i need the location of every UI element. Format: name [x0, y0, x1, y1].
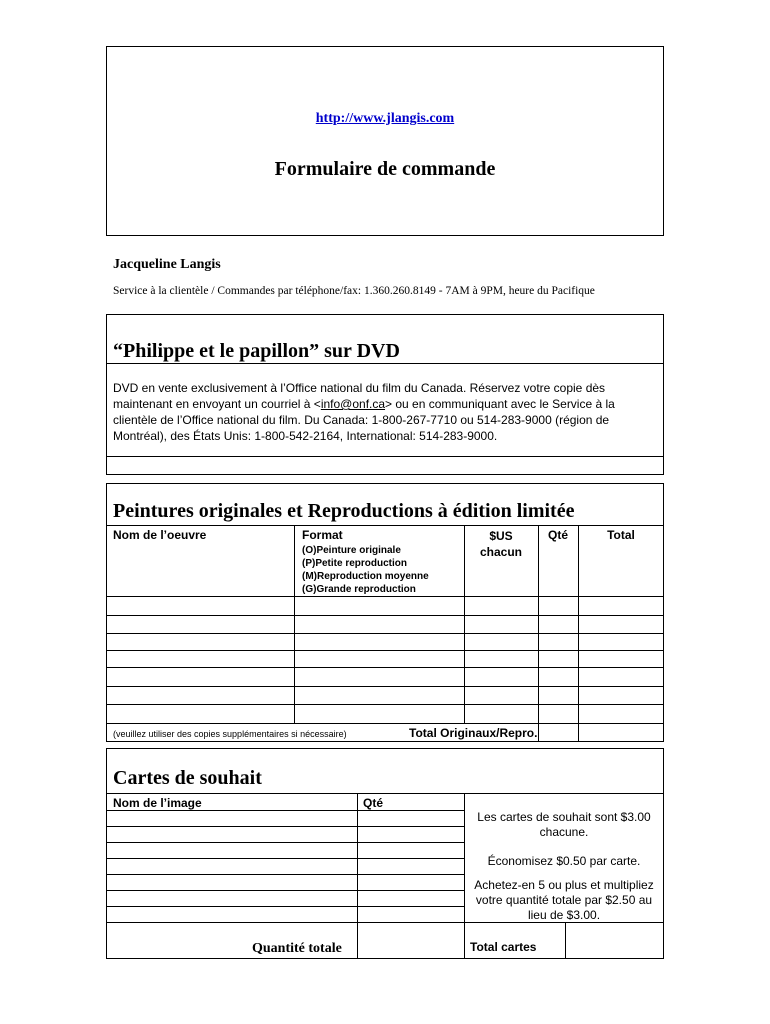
cards-discount-info: Économisez $0.50 par carte. [487, 854, 641, 868]
format-option-medium: (M)Reproduction moyenne [302, 571, 429, 582]
dvd-line-2: maintenant en envoyant un courriel à <info@onf.ca> ou en communiquant avec le Service à la [113, 397, 615, 411]
dvd-line-1: DVD en vente exclusivement à l’Office national du film du Canada. Réservez votre copie dès [113, 381, 606, 395]
cards-qty-total-label: Quantité totale [252, 941, 342, 956]
col-header-qty: Qté [547, 528, 568, 542]
paintings-title: Peintures originales et Reproductions à édition limitée [113, 500, 575, 522]
cards-bulk-info: Achetez-en 5 ou plus et multipliez votre quantité totale par $2.50 au lieu de $3.00. [474, 878, 654, 922]
col-header-format: Format [302, 528, 343, 542]
contact-service: Service à la clientèle / Commandes par téléphone/fax: 1.360.260.8149 - 7AM à 9PM, heure du Pacifique [113, 285, 595, 297]
dvd-line-3: clientèle de l’Office national du film. Du Canada: 1-800-267-7710 ou 514-283-9000 (région de [113, 413, 610, 427]
cards-col-header-qty: Qté [363, 796, 384, 810]
dvd-description [113, 380, 615, 444]
cards-title: Cartes de souhait [113, 767, 262, 789]
col-header-total: Total [607, 528, 635, 542]
cards-total-label: Total cartes [470, 940, 537, 954]
header-box [106, 46, 664, 236]
dvd-line-4: Montréal), des États Unis: 1-800-542-2164, International: 514-283-9000. [113, 429, 498, 443]
format-option-large: (G)Grande reproduction [302, 584, 416, 595]
col-header-name: Nom de l’oeuvre [113, 528, 207, 542]
website-link[interactable]: http://www.jlangis.com [315, 111, 455, 126]
paintings-note: (veuillez utiliser des copies supplémentaires si nécessaire) [113, 729, 347, 739]
email-link[interactable]: info@onf.ca [320, 397, 386, 411]
form-title: Formulaire de commande [274, 158, 496, 180]
format-option-small: (P)Petite reproduction [302, 558, 408, 569]
col-header-price: $US chacun [479, 529, 522, 559]
cards-price-info: Les cartes de souhait sont $3.00 chacune. [477, 810, 651, 839]
format-options [302, 544, 429, 596]
contact-name: Jacqueline Langis [113, 257, 221, 272]
dvd-title: “Philippe et le papillon” sur DVD [113, 340, 400, 362]
paintings-total-label: Total Originaux/Repro. [409, 726, 538, 740]
cards-col-header-name: Nom de l’image [113, 796, 202, 810]
format-option-original: (O)Peinture originale [302, 545, 401, 556]
